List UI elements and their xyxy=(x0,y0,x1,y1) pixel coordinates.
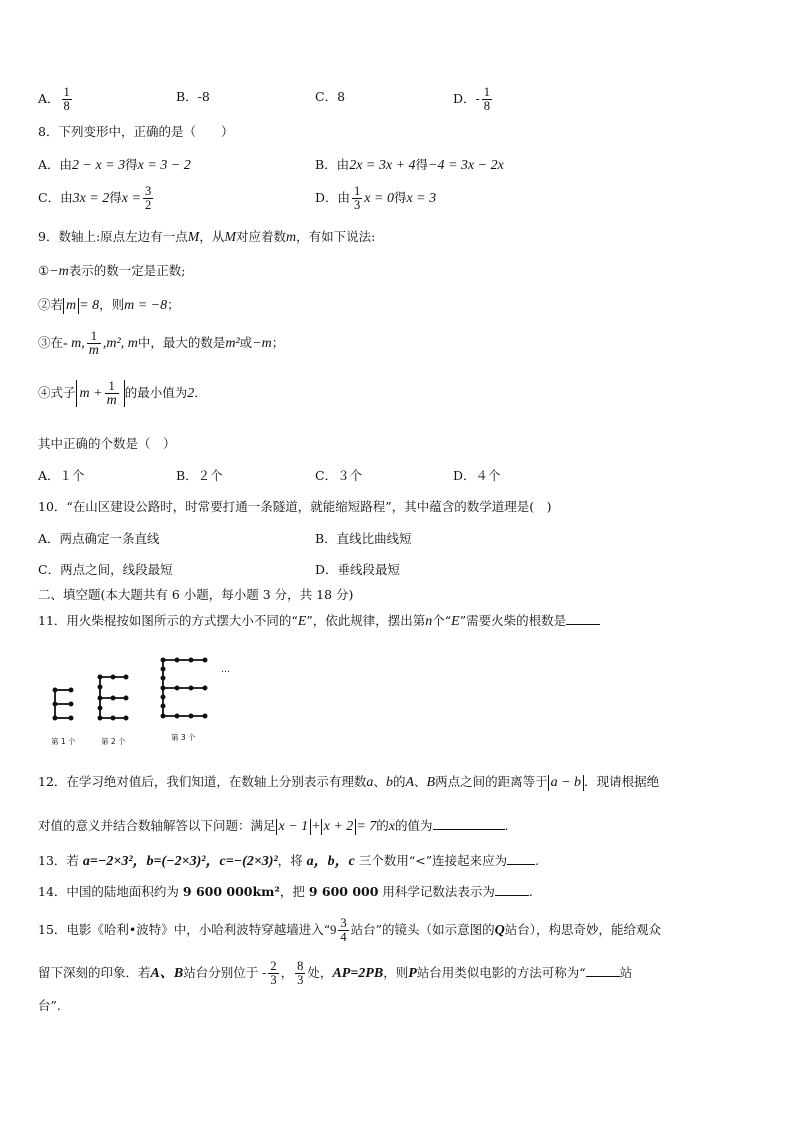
q12-abs-2: x + 2 xyxy=(321,819,357,835)
q9-statement-1 xyxy=(38,262,186,281)
q8-d-equation-2: x = 3 xyxy=(406,191,437,206)
q14-line xyxy=(38,883,533,901)
q9-s4-m-plus: m + xyxy=(79,386,103,401)
q9-statement-3 xyxy=(38,330,284,357)
q9-s4-abs-expression xyxy=(76,380,125,407)
q9-point-m-2: M xyxy=(224,230,237,245)
q10-option-c: C．两点之间，线段最短 xyxy=(38,562,173,577)
q13-expressions: a=−2×3²，b=(−2×3)²，c=−(2×3)² xyxy=(82,854,278,869)
q11-stem-part-4: ”需要火柴的根数是 xyxy=(459,613,567,628)
q9-s4-denominator: m xyxy=(106,393,117,408)
q15-mixed-whole: 9 xyxy=(330,923,337,937)
q9-s3-numerator: 1 xyxy=(87,330,101,344)
q12-line1-part-1: 12．在学习绝对值后，我们知道，在数轴上分别表示有理数 xyxy=(38,774,367,789)
q8-b-equation-2: −4 = 3x − 2x xyxy=(428,158,504,173)
q15-line1-part-3: 站台），构思奇妙，能给观众 xyxy=(504,922,661,937)
q12-line2-part-3: 的值为 xyxy=(395,818,433,833)
q15-line2-part-3: 处， xyxy=(307,965,333,980)
matchstick-e-2 xyxy=(98,675,127,719)
q11-figure-label-3: 第 3 个 xyxy=(171,733,196,742)
q9-s3-text: 中，最大的数是 xyxy=(137,335,226,350)
q7-option-a xyxy=(38,86,74,113)
q15-mixed-fraction xyxy=(338,917,348,944)
q13-answer-blank[interactable] xyxy=(507,864,535,865)
q12-line1-part-3: 两点之间的距离等于 xyxy=(435,774,548,789)
q8-b-prefix: B．由 xyxy=(315,157,350,172)
q9-s3-or: 或 xyxy=(239,335,253,350)
q7-d-numerator: 1 xyxy=(483,85,490,99)
q7-a-denominator: 8 xyxy=(63,99,70,113)
q11-stem-part-2: ”，依此规律，摆出第 xyxy=(306,613,426,628)
q7-option-b: B．-8 xyxy=(176,89,210,104)
q8-option-d xyxy=(315,185,436,212)
q8-c-equation-2: x = xyxy=(121,191,141,206)
q12-separator: 、 xyxy=(373,774,386,789)
q15-fraction-1 xyxy=(268,960,278,987)
q12-line1-part-2: 的 xyxy=(392,774,406,789)
q15-p: P xyxy=(408,966,417,981)
q8-c-prefix: C．由 xyxy=(38,190,73,205)
q7-a-label: A． xyxy=(38,91,60,106)
q9-ask: 其中正确的个数是（ ） xyxy=(38,436,176,451)
q12-abs-1: x − 1 xyxy=(276,819,312,835)
q12-abs-expression: a − b xyxy=(548,775,584,791)
q13-part-1: 13．若 xyxy=(38,853,83,868)
q8-c-fraction xyxy=(143,185,153,212)
q9-s3-denominator: m xyxy=(88,343,99,358)
q9-stem-part-4: ，有如下说法: xyxy=(296,229,376,244)
q13-line xyxy=(38,852,539,871)
q8-d-fraction xyxy=(352,185,362,212)
q14-answer-blank[interactable] xyxy=(495,895,529,896)
q14-end: . xyxy=(528,884,533,899)
q8-a-equation-2: x = 3 − 2 xyxy=(137,158,191,173)
q13-abc: a，b，c xyxy=(306,854,355,869)
q9-s2-marker: ②若 xyxy=(38,297,64,312)
q9-s3-list-b: ,m², m xyxy=(102,336,138,351)
q7-a-fraction xyxy=(62,86,72,113)
q8-d-denominator: 3 xyxy=(354,198,361,212)
q9-stem xyxy=(38,228,375,247)
q12-answer-blank[interactable] xyxy=(433,829,505,830)
q7-a-numerator: 1 xyxy=(63,85,70,99)
q9-stem-part-3: 对应着数 xyxy=(236,229,287,244)
q9-point-m: M xyxy=(187,230,200,245)
q12-point-b: B xyxy=(426,775,436,790)
q7-d-label: D．- xyxy=(453,91,480,106)
q8-d-equation-1: x = 0 xyxy=(364,191,394,206)
q9-s1-text: 表示的数一定是正数; xyxy=(68,263,186,278)
q11-answer-blank[interactable] xyxy=(566,624,600,625)
q11-stem-part-3: 个“ xyxy=(432,613,452,628)
q9-s3-m-squared: m² xyxy=(225,336,240,351)
q11-figure-ellipsis: … xyxy=(221,665,230,675)
q15-line1-part-1: 15．电影《哈利•波特》中，小哈利波特穿越墙进入“ xyxy=(38,922,331,937)
q12-line2-part-2: 的 xyxy=(376,818,389,833)
q8-a-equation-1: 2 − x = 3 xyxy=(72,158,126,173)
q7-d-denominator: 8 xyxy=(483,99,490,113)
q15-line2-part-6: 站 xyxy=(619,965,633,980)
q12-separator-2: 、 xyxy=(414,774,427,789)
q9-statement-4 xyxy=(38,380,207,407)
q11-n: n xyxy=(425,614,433,629)
q9-s4-value: 2 xyxy=(187,386,195,401)
q9-s2-abs-m: m xyxy=(63,298,79,314)
q8-d-connector: 得 xyxy=(393,190,407,205)
q11-stem xyxy=(38,612,600,631)
q15-f2-denominator: 3 xyxy=(297,973,304,987)
q14-area: 9 600 000km² xyxy=(182,884,280,899)
q8-a-prefix: A．由 xyxy=(38,157,73,172)
q9-option-b: B．２个 xyxy=(176,468,223,483)
q9-s2-then: ，则 xyxy=(99,297,125,312)
q11-letter-e: E xyxy=(297,614,307,629)
q9-s3-marker: ③在 xyxy=(38,335,64,350)
q9-s3-neg-m: −m xyxy=(252,336,272,351)
q15-f1-denominator: 3 xyxy=(270,973,277,987)
q12-var-b: b xyxy=(385,775,393,790)
q12-line-2 xyxy=(38,817,509,836)
q12-line2-end: . xyxy=(504,818,509,833)
q9-s3-fraction xyxy=(87,330,101,357)
q9-stem-part-2: ，从 xyxy=(199,229,225,244)
q15-line-2 xyxy=(38,960,632,987)
q15-f1-numerator: 2 xyxy=(270,959,277,973)
q11-letter-e-2: E xyxy=(451,614,460,629)
matchstick-e-3 xyxy=(161,658,206,717)
q15-fraction-2 xyxy=(295,960,305,987)
q13-end: . xyxy=(535,853,540,868)
q10-option-d: D．垂线段最短 xyxy=(315,562,401,577)
q15-mixed-denominator: 4 xyxy=(340,930,347,944)
q12-line2-part-1: 对值的意义并结合数轴解答以下问题：满足 xyxy=(38,818,276,833)
q9-s4-text: 的最小值为 xyxy=(124,385,188,400)
q9-s1-marker: ① xyxy=(38,263,50,278)
q9-option-d: D．４个 xyxy=(453,468,501,483)
q14-part-1: 14．中国的陆地面积约为 xyxy=(38,884,183,899)
q15-line2-part-2: 站台分别位于 - xyxy=(183,965,267,980)
q8-option-b xyxy=(315,156,504,175)
q9-stem-part-1: 9．数轴上:原点左边有一点 xyxy=(38,229,188,244)
q9-s3-list-a: - m, xyxy=(63,336,85,351)
q15-ap-eq: AP=2PB xyxy=(332,966,384,981)
q15-mixed-numerator: 3 xyxy=(340,916,347,930)
q7-option-c: C．8 xyxy=(315,89,346,104)
q9-s4-numerator: 1 xyxy=(105,380,119,394)
q11-figure-label-2: 第 2 个 xyxy=(101,737,126,746)
q9-s2-result: m = −8 xyxy=(124,298,168,313)
q8-c-denominator: 2 xyxy=(144,198,152,212)
q15-line-3: 台”. xyxy=(38,998,61,1013)
q13-part-2: ，将 xyxy=(277,853,307,868)
q8-c-connector: 得 xyxy=(109,190,122,205)
q8-b-equation-1: 2x = 3x + 4 xyxy=(349,158,416,173)
q15-line2-part-5: 站台用类似电影的方法可称为“ xyxy=(416,965,586,980)
q14-part-3: 用科学记数法表示为 xyxy=(378,884,495,899)
q9-s2-end: ； xyxy=(167,297,180,312)
q12-var-a: a xyxy=(366,775,374,790)
q10-option-b: B．直线比曲线短 xyxy=(315,531,412,546)
q13-part-3: 三个数用“<”连接起来应为 xyxy=(354,853,508,868)
q11-matchstick-figure xyxy=(45,650,245,750)
q9-s2-equation: = 8 xyxy=(79,298,100,313)
matchstick-e-1 xyxy=(53,688,72,719)
section-2-heading: 二、填空题(本大题共有 6 小题，每小题 3 分，共 18 分) xyxy=(38,587,354,602)
q10-stem: 10．“在山区建设公路时，时常要打通一条隧道，就能缩短路程”，其中蕴含的数学道理是( ) xyxy=(38,499,552,514)
q14-number: 9 600 000 xyxy=(308,884,379,899)
q9-s1-variable: −m xyxy=(49,264,69,279)
q8-option-c xyxy=(38,185,155,212)
q15-line-1 xyxy=(38,917,661,944)
q12-var-x: x xyxy=(388,819,395,834)
q15-ab: A、B xyxy=(150,966,184,981)
q8-d-numerator: 1 xyxy=(354,184,361,198)
q9-number-m: m xyxy=(286,230,297,245)
q8-d-prefix: D．由 xyxy=(315,190,351,205)
q9-statement-2 xyxy=(38,296,180,315)
q12-line-1 xyxy=(38,773,659,792)
q8-c-equation-1: 3x = 2 xyxy=(72,191,110,206)
q12-plus: + xyxy=(311,819,321,834)
q14-part-2: ，把 xyxy=(279,884,309,899)
q8-stem: 8．下列变形中，正确的是（ ） xyxy=(38,124,234,139)
q9-option-a: A．１个 xyxy=(38,468,85,483)
q15-f2-numerator: 8 xyxy=(297,959,304,973)
q8-c-numerator: 3 xyxy=(144,184,152,198)
q8-a-connector: 得 xyxy=(125,157,138,172)
q15-answer-blank[interactable] xyxy=(586,976,620,977)
q9-option-c: C．３个 xyxy=(315,468,363,483)
q15-q: Q xyxy=(494,923,505,938)
q15-line2-part-4: ，则 xyxy=(383,965,409,980)
q7-d-fraction xyxy=(482,86,492,113)
q15-line1-part-2: 站台”的镜头（如示意图的 xyxy=(350,922,495,937)
q8-option-a xyxy=(38,156,191,175)
q7-option-d xyxy=(453,86,494,113)
q12-point-a: A xyxy=(405,775,415,790)
q9-s4-end: ． xyxy=(194,385,207,400)
q11-stem-part-1: 11．用火柴棍按如图所示的方式摆大小不同的“ xyxy=(38,613,298,628)
q12-equals: = 7 xyxy=(356,819,377,834)
q9-s4-fraction xyxy=(105,380,119,407)
q11-figure-label-1: 第 1 个 xyxy=(51,737,76,746)
q15-comma: ， xyxy=(280,965,294,980)
q15-line2-part-1: 留下深刻的印象．若 xyxy=(38,965,151,980)
q10-option-a: A．两点确定一条直线 xyxy=(38,531,160,546)
q8-b-connector: 得 xyxy=(415,157,429,172)
q9-s3-end: ； xyxy=(271,335,285,350)
q12-line1-part-4: ．现请根据绝 xyxy=(584,774,660,789)
q9-s4-marker: ④式子 xyxy=(38,385,76,400)
